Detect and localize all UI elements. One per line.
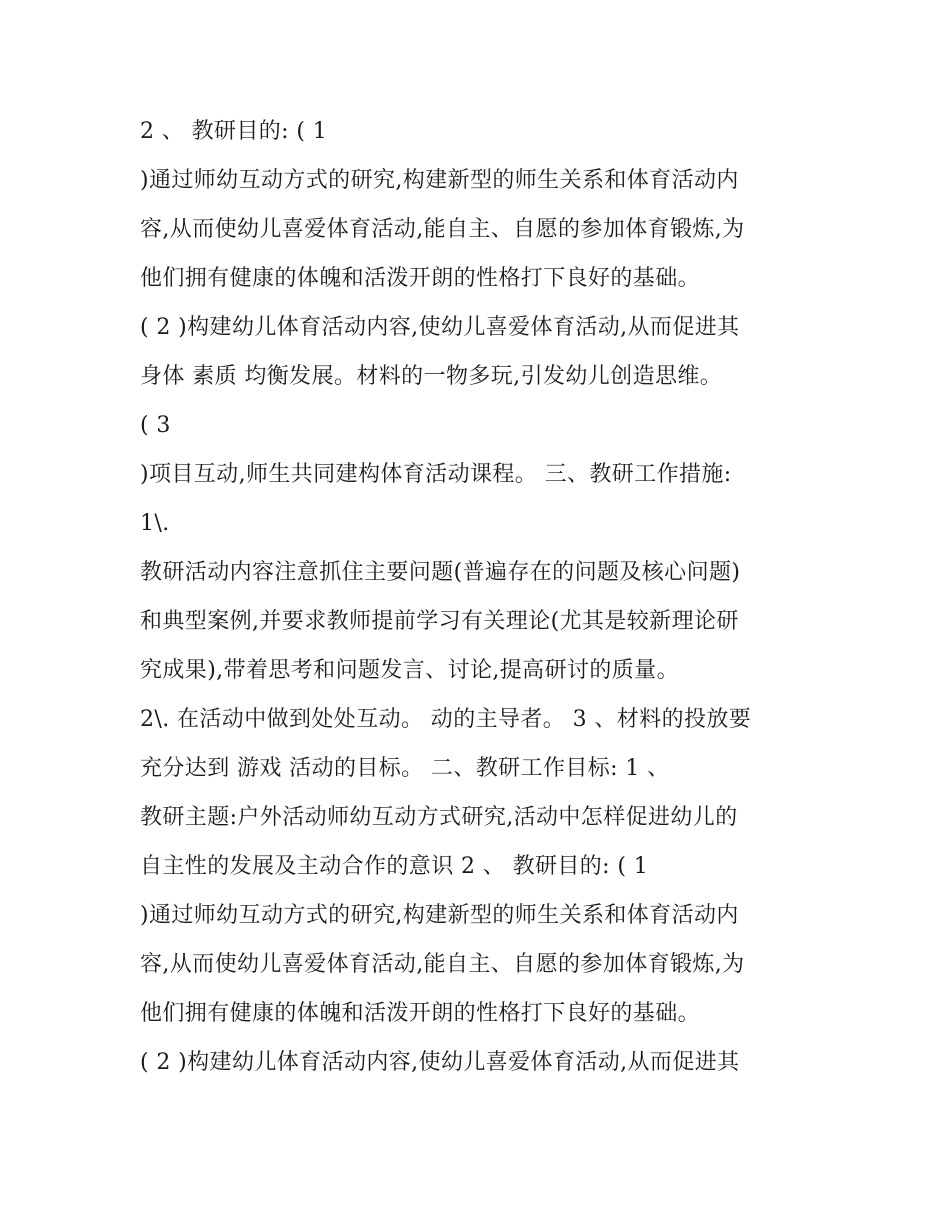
text-line: 自主性的发展及主动合作的意识 2 、 教研目的: ( 1	[140, 854, 649, 879]
text-line: )通过师幼互动方式的研究,构建新型的师生关系和体育活动内	[140, 168, 739, 193]
text-line: ( 2 )构建幼儿体育活动内容,使幼儿喜爱体育活动,从而促进其	[140, 315, 740, 340]
text-line: 他们拥有健康的体魄和活泼开朗的性格打下良好的基础。	[140, 1001, 701, 1026]
text-line: 2 、 教研目的: ( 1	[140, 119, 328, 144]
text-line: 他们拥有健康的体魄和活泼开朗的性格打下良好的基础。	[140, 266, 701, 291]
text-line: )通过师幼互动方式的研究,构建新型的师生关系和体育活动内	[140, 903, 739, 928]
text-line: 2\. 在活动中做到处处互动。 动的主导者。 3 、材料的投放要	[140, 707, 752, 732]
text-line: 究成果),带着思考和问题发言、讨论,提高研讨的质量。	[140, 658, 679, 683]
text-line: 教研主题:户外活动师幼互动方式研究,活动中怎样促进幼儿的	[140, 805, 738, 830]
text-line: 教研活动内容注意抓住主要问题(普遍存在的问题及核心问题)	[140, 560, 741, 585]
document-body	[140, 107, 820, 1087]
text-line: 1\.	[140, 511, 170, 536]
text-line: ( 2 )构建幼儿体育活动内容,使幼儿喜爱体育活动,从而促进其	[140, 1050, 740, 1075]
text-line: 充分达到 游戏 活动的目标。 二、教研工作目标: 1 、	[140, 756, 670, 781]
text-line: ( 3	[140, 413, 171, 438]
text-line: 容,从而使幼儿喜爱体育活动,能自主、自愿的参加体育锻炼,为	[140, 952, 745, 977]
text-line: )项目互动,师生共同建构体育活动课程。 三、教研工作措施:	[140, 462, 732, 487]
text-line: 容,从而使幼儿喜爱体育活动,能自主、自愿的参加体育锻炼,为	[140, 217, 745, 242]
text-line: 和典型案例,并要求教师提前学习有关理论(尤其是较新理论研	[140, 609, 739, 634]
text-line: 身体 素质 均衡发展。材料的一物多玩,引发幼儿创造思维。	[140, 364, 723, 389]
